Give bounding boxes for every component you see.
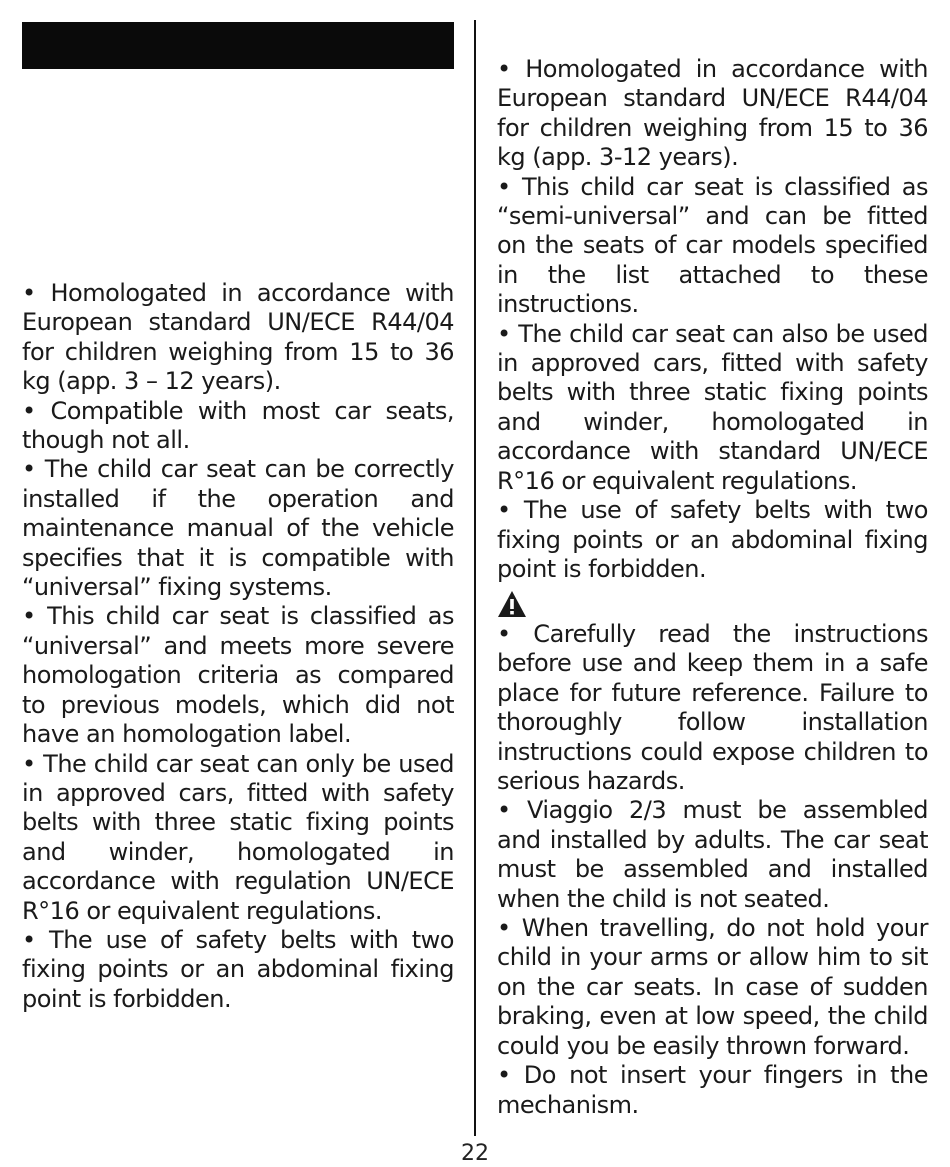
left-column	[22, 279, 454, 1014]
right-paragraph: • The child car seat can also be used in approved cars, fitted with safety belts with three static fixing points and winder, homologated in accordance with standard UN/ECE R°16 or equivalent regulations.	[497, 319, 928, 495]
right-paragraph: • The use of safety belts with two fixing points or an abdominal fixing point is forbidden.	[497, 496, 928, 583]
warning-paragraph: • Viaggio 2/3 must be assembled and installed by adults. The car seat must be assembled and installed when the child is not seated.	[497, 796, 928, 913]
left-paragraph: • The child car seat can only be used in approved cars, fitted with safety belts with three static fixing points and winder, homologated in accordance with regulation UN/ECE R°16 or equivalent regulations.	[22, 749, 454, 925]
right-column-top	[497, 55, 928, 584]
warning-section	[497, 620, 928, 1120]
warning-triangle-icon	[497, 590, 527, 618]
right-paragraph: • Homologated in accordance with European standard UN/ECE R44/04 for children weighing from 15 to 36 kg (app. 3-12 years).	[497, 55, 928, 172]
left-paragraph: • Homologated in accordance with European standard UN/ECE R44/04 for children weighing from 15 to 36 kg (app. 3 – 12 years).	[22, 279, 454, 396]
right-paragraph: • This child car seat is classified as “semi-universal” and can be fitted on the seats of car models specified in the list attached to these instructions.	[497, 172, 928, 319]
section-header-bar	[22, 22, 454, 69]
column-divider	[474, 20, 476, 1136]
left-paragraph: • Compatible with most car seats, though not all.	[22, 396, 454, 455]
warning-paragraph: • When travelling, do not hold your child in your arms or allow him to sit on the car seats. In case of sudden braking, even at low speed, the child could you be easily thrown forward.	[497, 914, 928, 1060]
left-paragraph: • The child car seat can be correctly installed if the operation and maintenance manual of the vehicle specifies that it is compatible with “universal” fixing systems.	[22, 455, 454, 602]
warning-paragraph: • Do not insert your fingers in the mechanism.	[497, 1061, 928, 1119]
page-number: 22	[461, 1141, 489, 1166]
warning-paragraph: • Carefully read the instructions before use and keep them in a safe place for future reference. Failure to thoroughly follow installation instructions could expose children to serious hazards.	[497, 620, 928, 796]
left-paragraph: • The use of safety belts with two fixing points or an abdominal fixing point is forbidden.	[22, 925, 454, 1013]
left-paragraph: • This child car seat is classified as “universal” and meets more severe homologation criteria as compared to previous models, which did not have an homologation label.	[22, 602, 454, 749]
